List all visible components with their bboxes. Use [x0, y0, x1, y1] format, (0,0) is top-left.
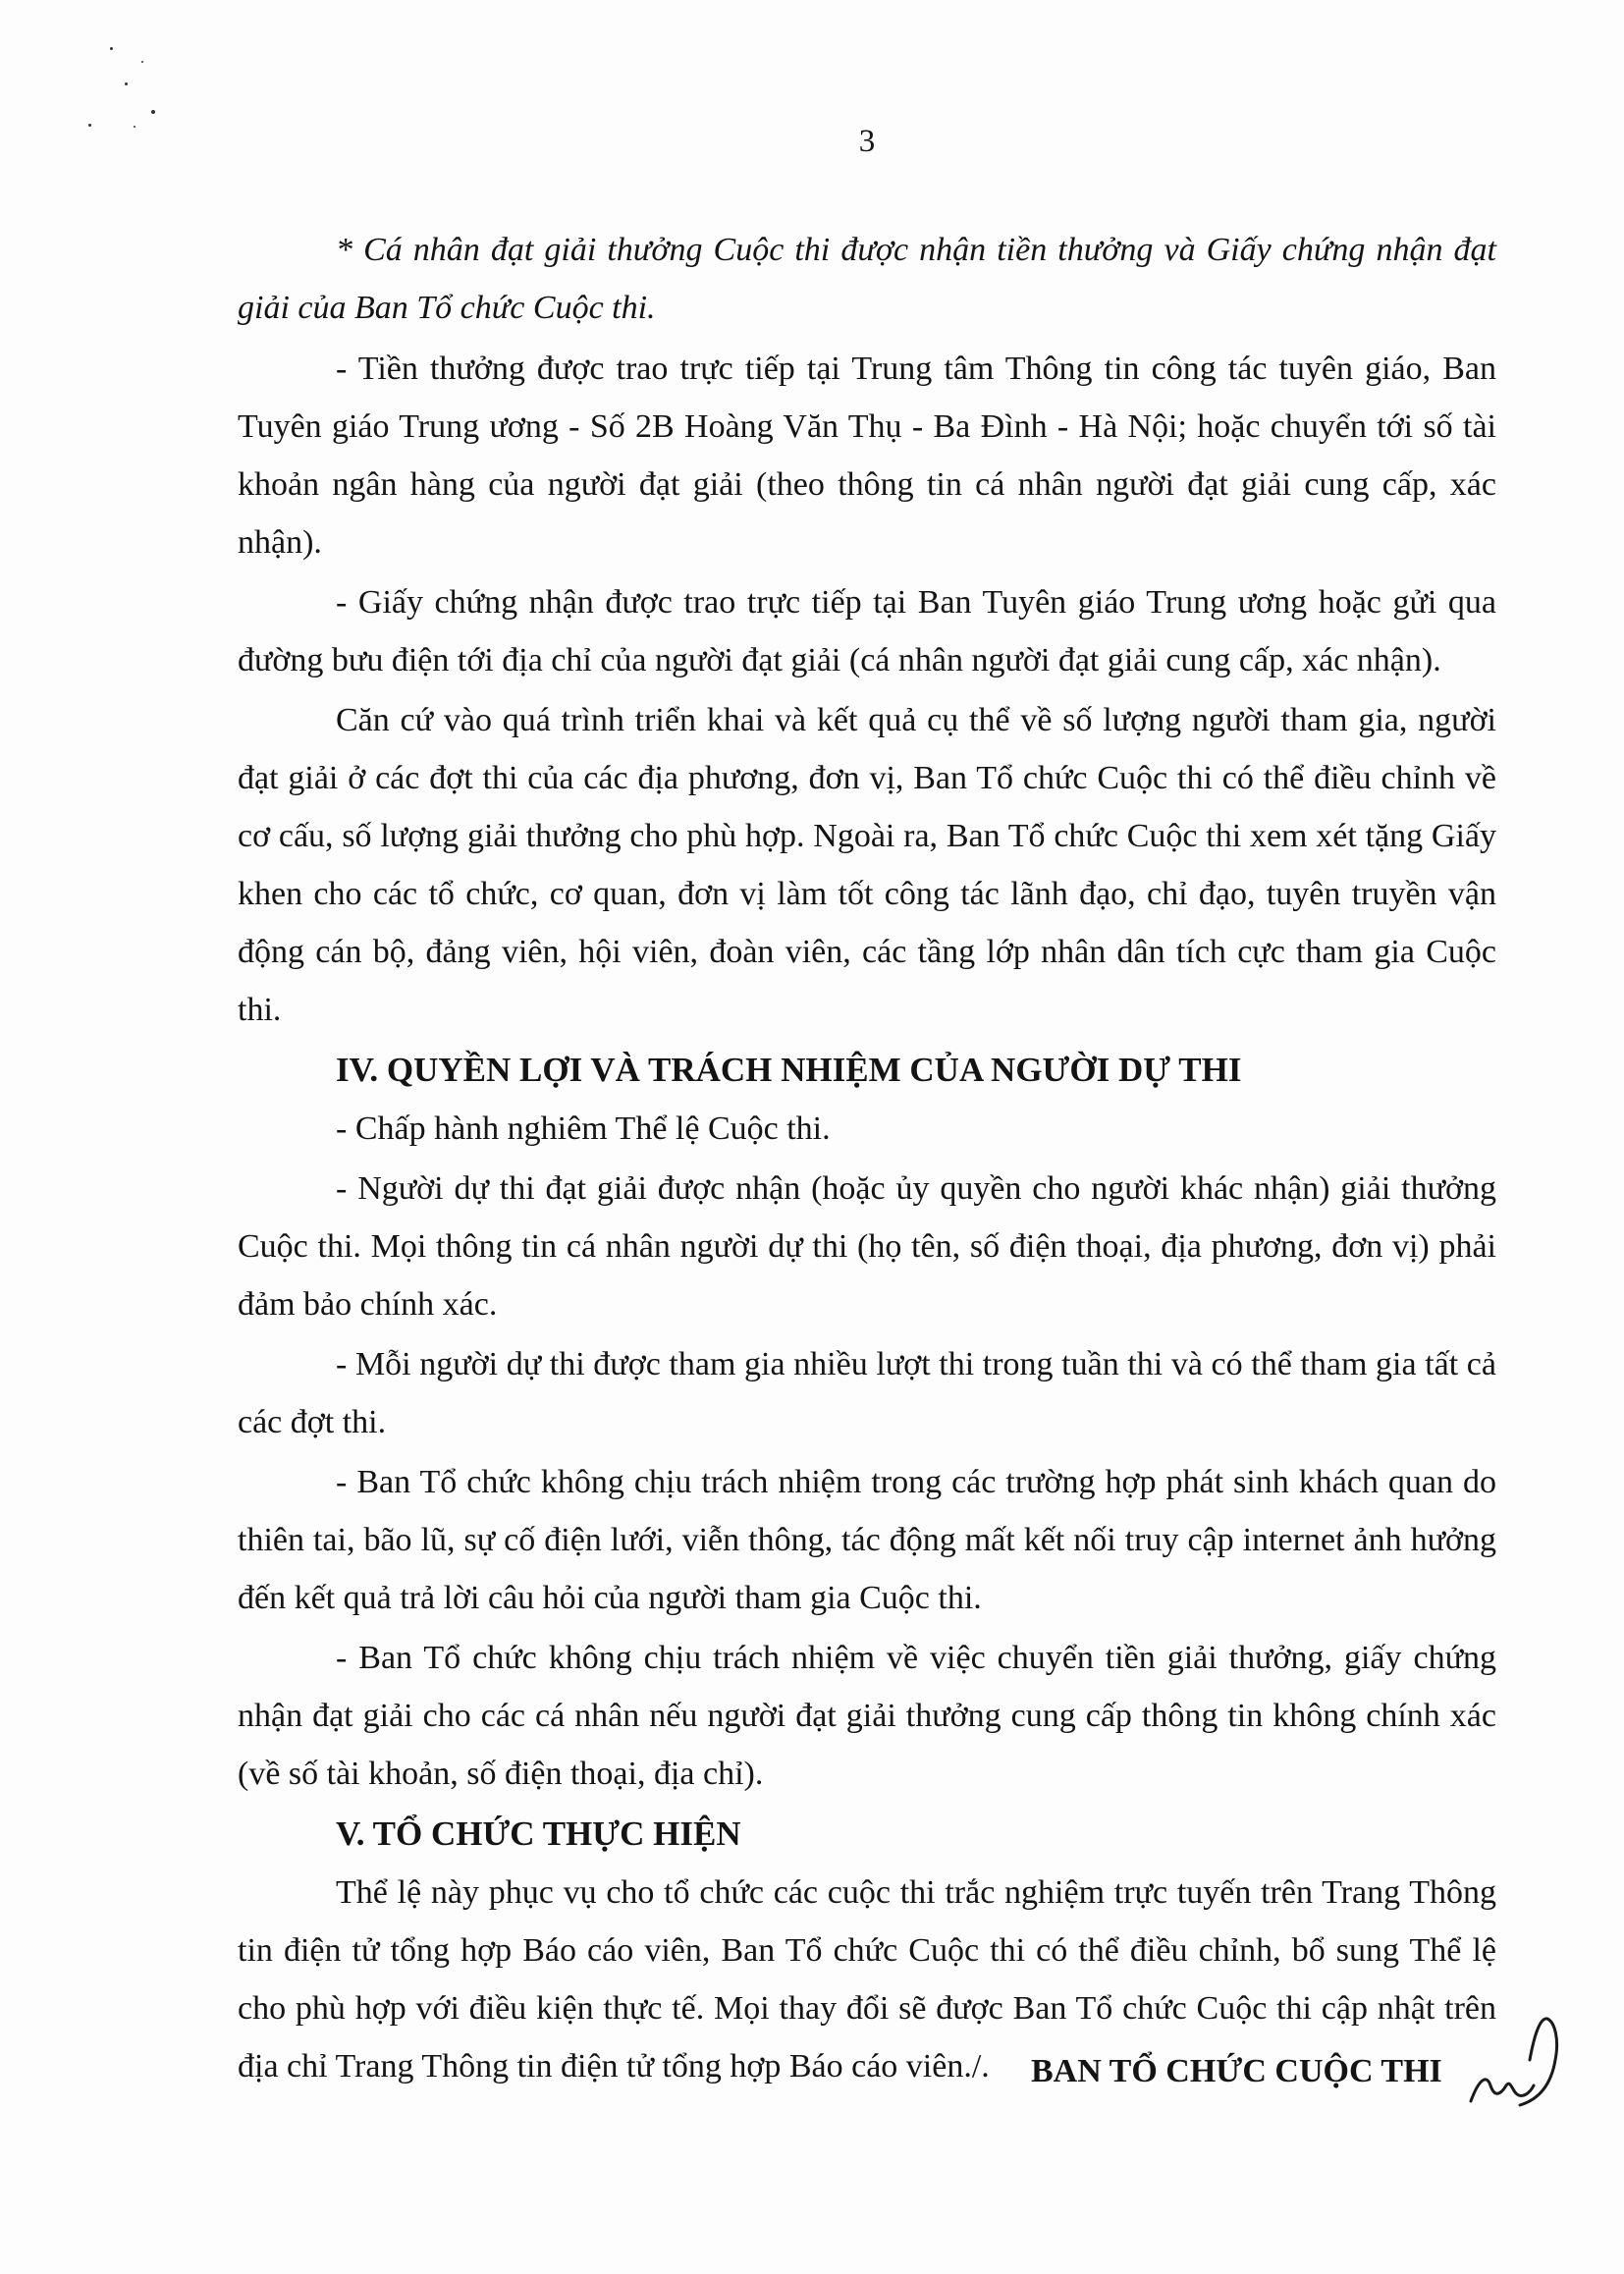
- section-v-paragraph: Thể lệ này phục vụ cho tổ chức các cuộc thi trắc nghiệm trực tuyến trên Trang Thông tin điện tử tổng hợp Báo cáo viên, Ban Tổ chức Cuộc thi có thể điều chỉnh, bổ sung Thể lệ cho phù hợp với điều kiện thực tế. Mọi thay đổi sẽ được Ban Tổ chức Cuộc thi cập nhật trên địa chỉ Trang Thông tin điện tử tổng hợp Báo cáo viên./.: [238, 1874, 1496, 2084]
- prize-money-paragraph: - Tiền thưởng được trao trực tiếp tại Trung tâm Thông tin công tác tuyên giáo, Ban Tuyên giáo Trung ương - Số 2B Hoàng Văn Thụ - Ba Đình - Hà Nội; hoặc chuyển tới số tài khoản ngân hàng của người đạt giải (theo thông tin cá nhân người đạt giải cung cấp, xác nhận).: [238, 351, 1496, 561]
- document-body: [238, 221, 1496, 2097]
- section-iv-item: - Người dự thi đạt giải được nhận (hoặc ủy quyền cho người khác nhận) giải thưởng Cuộc thi. Mọi thông tin cá nhân người dự thi (họ tên, số điện thoại, địa phương, đơn vị) phải đảm bảo chính xác.: [238, 1170, 1496, 1323]
- section-v-heading: V. TỔ CHỨC THỰC HIỆN: [336, 1814, 741, 1853]
- signature-block: [1031, 2050, 1581, 2129]
- section-iv-heading: IV. QUYỀN LỢI VÀ TRÁCH NHIỆM CỦA NGƯỜI DỰ THI: [336, 1051, 1242, 1089]
- page-number: 3: [858, 124, 876, 159]
- adjustment-paragraph: Căn cứ vào quá trình triển khai và kết quả cụ thể về số lượng người tham gia, người đạt giải ở các đợt thi của các địa phương, đơn vị, Ban Tổ chức Cuộc thi có thể điều chỉnh về cơ cấu, số lượng giải thưởng cho phù hợp. Ngoài ra, Ban Tổ chức Cuộc thi xem xét tặng Giấy khen cho các tổ chức, cơ quan, đơn vị làm tốt công tác lãnh đạo, chỉ đạo, tuyên truyền vận động cán bộ, đảng viên, hội viên, đoàn viên, các tầng lớp nhân dân tích cực tham gia Cuộc thi.: [238, 702, 1496, 1028]
- section-iv-item: - Ban Tổ chức không chịu trách nhiệm trong các trường hợp phát sinh khách quan do thiên tai, bão lũ, sự cố điện lưới, viễn thông, tác động mất kết nối truy cập internet ảnh hưởng đến kết quả trả lời câu hỏi của người tham gia Cuộc thi.: [238, 1464, 1496, 1616]
- signer-name: BAN TỔ CHỨC CUỘC THI: [1031, 2053, 1442, 2089]
- section-iv-item: - Mỗi người dự thi được tham gia nhiều lượt thi trong tuần thi và có thể tham gia tất cả các đợt thi.: [238, 1346, 1496, 1440]
- section-iv-item: - Chấp hành nghiêm Thể lệ Cuộc thi.: [336, 1110, 831, 1147]
- certificate-paragraph: - Giấy chứng nhận được trao trực tiếp tại Ban Tuyên giáo Trung ương hoặc gửi qua đường bưu điện tới địa chỉ của người đạt giải (cá nhân người đạt giải cung cấp, xác nhận).: [238, 584, 1496, 678]
- section-iv-item: - Ban Tổ chức không chịu trách nhiệm về việc chuyển tiền giải thưởng, giấy chứng nhận đạt giải cho các cá nhân nếu người đạt giải thưởng cung cấp thông tin không chính xác (về số tài khoản, số điện thoại, địa chỉ).: [238, 1640, 1496, 1792]
- handwritten-initials-icon: [1461, 2011, 1569, 2119]
- award-note-paragraph: * Cá nhân đạt giải thưởng Cuộc thi được nhận tiền thưởng và Giấy chứng nhận đạt giải của Ban Tổ chức Cuộc thi.: [238, 232, 1496, 326]
